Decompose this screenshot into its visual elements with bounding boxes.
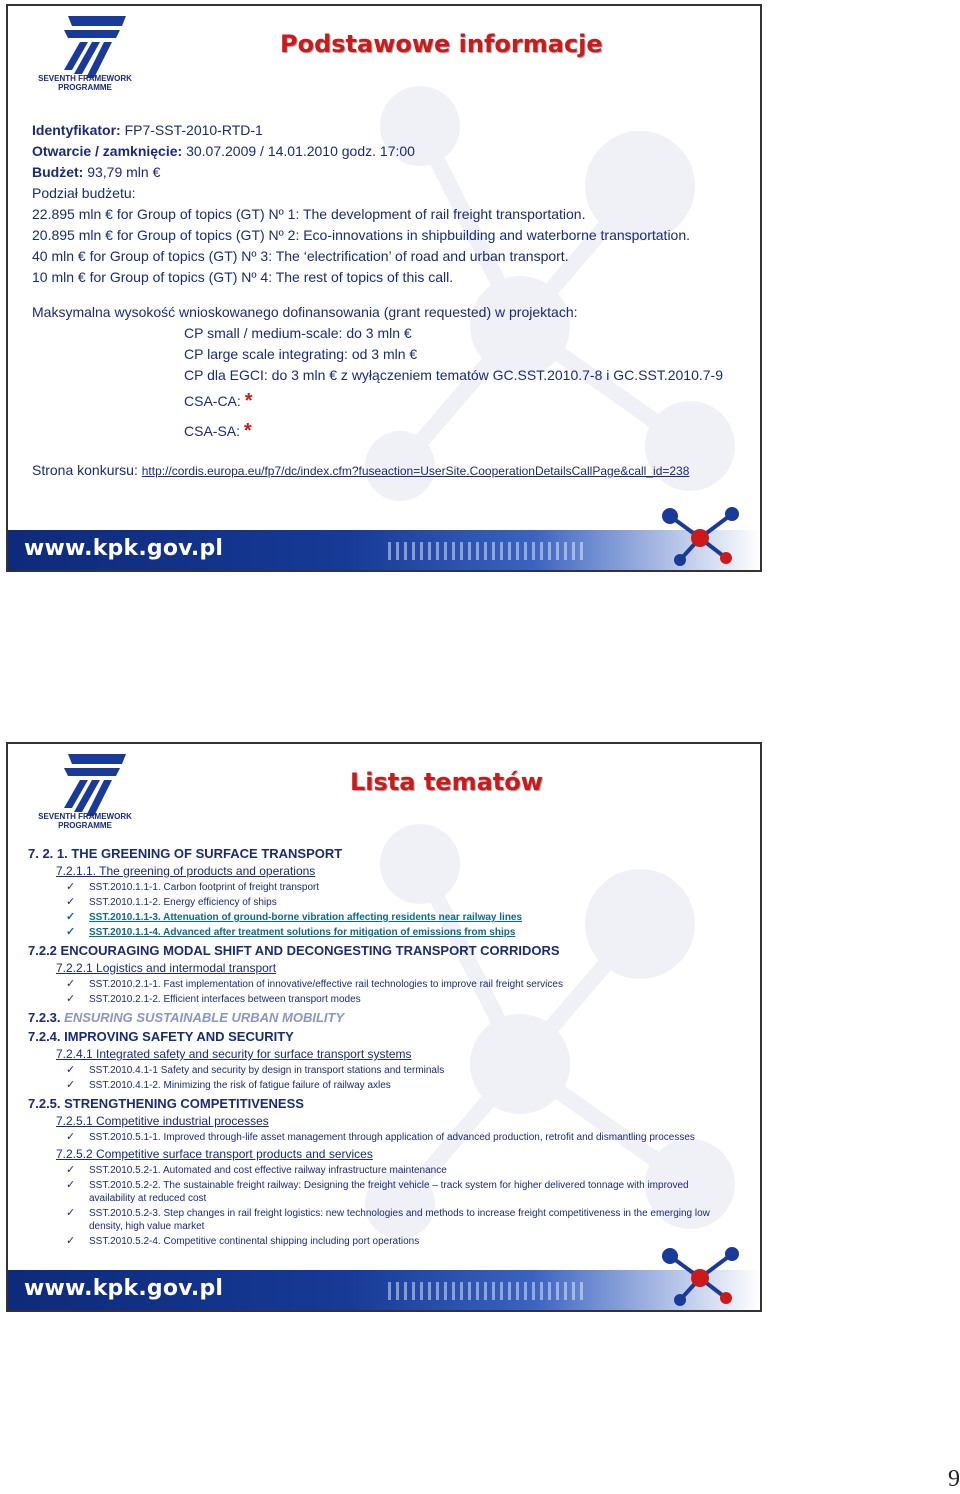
- logo-line2: PROGRAMME: [58, 83, 112, 92]
- topic-text[interactable]: SST.2010.1.1-3. Attenuation of ground-borne vibration affecting residents near railway lines: [89, 912, 523, 923]
- footer-bars-decoration: [388, 536, 638, 564]
- page-number: 9: [948, 1466, 960, 1492]
- identifier-label: Identyfikator:: [32, 122, 121, 138]
- section-italic-title: ENSURING SUSTAINABLE URBAN MOBILITY: [64, 1010, 345, 1025]
- csa-sa-row: [32, 416, 752, 446]
- budget-split-item: 22.895 mln € for Group of topics (GT) Nº 1: The development of rail freight transportation.: [32, 206, 586, 222]
- footer-url: www.kpk.gov.pl: [24, 536, 224, 561]
- max-funding-intro: Maksymalna wysokość wnioskowanego dofinansowania (grant requested) w projektach:: [32, 304, 578, 320]
- topic-text: SST.2010.5.2-3. Step changes in rail freight logistics: new technologies and methods to increase freight competitiveness in the emerging low density, high value market: [89, 1208, 710, 1232]
- subsection-title: 7.2.1.1. The greening of products and operations: [56, 864, 316, 878]
- topic-list: [28, 844, 748, 1250]
- subsection-title: 7.2.2.1 Logistics and intermodal transport: [56, 961, 277, 975]
- check-icon: ✓: [66, 1164, 76, 1176]
- topic-item-link[interactable]: [28, 926, 729, 939]
- topic-item: [28, 1131, 729, 1144]
- check-icon: ✓: [66, 978, 76, 990]
- topic-text: SST.2010.5.2-2. The sustainable freight railway: Designing the freight vehicle – track system for higher delivered tonnage with improved availability at reduced cost: [89, 1180, 689, 1204]
- check-icon: ✓: [66, 1207, 76, 1219]
- fp7-logo-text: [30, 812, 140, 830]
- check-icon: ✓: [66, 993, 76, 1005]
- topic-text: SST.2010.4.1-1 Safety and security by design in transport stations and terminals: [89, 1065, 445, 1076]
- csa-ca-label: CSA-CA:: [184, 393, 241, 409]
- check-icon: ✓: [66, 1064, 76, 1076]
- check-icon: ✓: [66, 1235, 76, 1247]
- identifier-row: [32, 120, 752, 141]
- section-heading: 7.2.5. STRENGTHENING COMPETITIVENESS: [28, 1096, 304, 1111]
- open-close-row: [32, 141, 752, 162]
- slide-basic-info: [6, 4, 762, 572]
- topic-text[interactable]: SST.2010.1.1-4. Advanced after treatment solutions for mitigation of emissions from ships: [89, 927, 516, 938]
- topic-text: SST.2010.5.2-4. Competitive continental shipping including port operations: [89, 1236, 420, 1247]
- topic-item-link[interactable]: [28, 911, 729, 924]
- subsection-title: 7.2.5.2 Competitive surface transport products and services: [56, 1147, 373, 1161]
- topic-text: SST.2010.2.1-2. Efficient interfaces between transport modes: [89, 994, 361, 1005]
- open-close-value: 30.07.2009 / 14.01.2010 godz. 17:00: [186, 143, 415, 159]
- footer-url: www.kpk.gov.pl: [24, 1276, 224, 1301]
- topic-item: [28, 978, 729, 991]
- footer-bars-decoration: [388, 1276, 638, 1304]
- logo-line2: PROGRAMME: [58, 821, 112, 830]
- slide-title: Lista tematów: [350, 768, 543, 796]
- open-close-label: Otwarcie / zamknięcie:: [32, 143, 183, 159]
- call-page-label: Strona konkursu:: [32, 462, 138, 478]
- topic-text: SST.2010.5.1-1. Improved through-life asset management through application of advanced production, retrofit and dismantling processes: [89, 1132, 695, 1143]
- basic-info-content: [32, 120, 752, 482]
- budget-split-item: 20.895 mln € for Group of topics (GT) Nº 2: Eco-innovations in shipbuilding and waterborne transportation.: [32, 227, 691, 243]
- topic-item: [28, 1064, 729, 1077]
- section-number: 7.2.3.: [28, 1010, 61, 1025]
- topic-item: [28, 993, 729, 1006]
- budget-split-label: Podział budżetu:: [32, 185, 136, 201]
- slide-title: Podstawowe informacje: [280, 30, 603, 58]
- check-icon: ✓: [66, 881, 76, 893]
- section-heading: [28, 1008, 748, 1027]
- csa-ca-row: [32, 386, 752, 416]
- budget-label: Budżet:: [32, 164, 84, 180]
- topic-item: [28, 1207, 729, 1233]
- section-heading: 7.2.4. IMPROVING SAFETY AND SECURITY: [28, 1029, 294, 1044]
- logo-line1: SEVENTH FRAMEWORK: [38, 812, 132, 821]
- asterisk: *: [244, 390, 253, 412]
- topic-item: [28, 1235, 729, 1248]
- call-page-row: [32, 460, 752, 482]
- topic-item: [28, 1164, 729, 1177]
- budget-split-item: 40 mln € for Group of topics (GT) Nº 3: The ‘electrification’ of road and urban transport.: [32, 248, 569, 264]
- max-funding-item: CP dla EGCI: do 3 mln € z wyłączeniem tematów GC.SST.2010.7-8 i GC.SST.2010.7-9: [184, 367, 723, 383]
- section-heading: 7.2.2 ENCOURAGING MODAL SHIFT AND DECONGESTING TRANSPORT CORRIDORS: [28, 943, 560, 958]
- topic-text: SST.2010.1.1-2. Energy efficiency of ships: [89, 897, 277, 908]
- budget-row: [32, 162, 752, 183]
- topic-item: [28, 1179, 729, 1205]
- check-icon: ✓: [66, 1079, 76, 1091]
- topic-text: SST.2010.4.1-2. Minimizing the risk of fatigue failure of railway axles: [89, 1080, 391, 1091]
- check-icon: ✓: [66, 1131, 76, 1143]
- topic-text: SST.2010.2.1-1. Fast implementation of innovative/effective rail technologies to improve rail freight services: [89, 979, 563, 990]
- check-icon: ✓: [66, 911, 76, 923]
- molecule-logo-icon: [656, 502, 746, 568]
- check-icon: ✓: [66, 1179, 76, 1191]
- budget-value: 93,79 mln €: [87, 164, 161, 180]
- slide-topic-list: [6, 742, 762, 1312]
- topic-item: [28, 1079, 729, 1092]
- topic-text: SST.2010.1.1-1. Carbon footprint of freight transport: [89, 882, 320, 893]
- footer-banner: [8, 530, 760, 570]
- logo-line1: SEVENTH FRAMEWORK: [38, 74, 132, 83]
- fp7-logo-text: [30, 74, 140, 92]
- call-page-link[interactable]: http://cordis.europa.eu/fp7/dc/index.cfm?fuseaction=UserSite.CooperationDetailsCallPage&call_id=238: [141, 464, 690, 478]
- csa-sa-label: CSA-SA:: [184, 423, 241, 439]
- max-funding-item: CP small / medium-scale: do 3 mln €: [184, 325, 412, 341]
- footer-banner: [8, 1270, 760, 1310]
- topic-item: [28, 896, 729, 909]
- molecule-logo-icon: [656, 1242, 746, 1308]
- budget-split-item: 10 mln € for Group of topics (GT) Nº 4: The rest of topics of this call.: [32, 269, 454, 285]
- check-icon: ✓: [66, 926, 76, 938]
- subsection-title: 7.2.5.1 Competitive industrial processes: [56, 1114, 269, 1128]
- check-icon: ✓: [66, 896, 76, 908]
- topic-text: SST.2010.5.2-1. Automated and cost effective railway infrastructure maintenance: [89, 1165, 447, 1176]
- asterisk: *: [243, 420, 252, 442]
- subsection-title: 7.2.4.1 Integrated safety and security for surface transport systems: [56, 1047, 412, 1061]
- max-funding-item: CP large scale integrating: od 3 mln €: [184, 346, 418, 362]
- identifier-value: FP7-SST-2010-RTD-1: [124, 122, 263, 138]
- section-heading: 7. 2. 1. THE GREENING OF SURFACE TRANSPORT: [28, 846, 343, 861]
- topic-item: [28, 881, 729, 894]
